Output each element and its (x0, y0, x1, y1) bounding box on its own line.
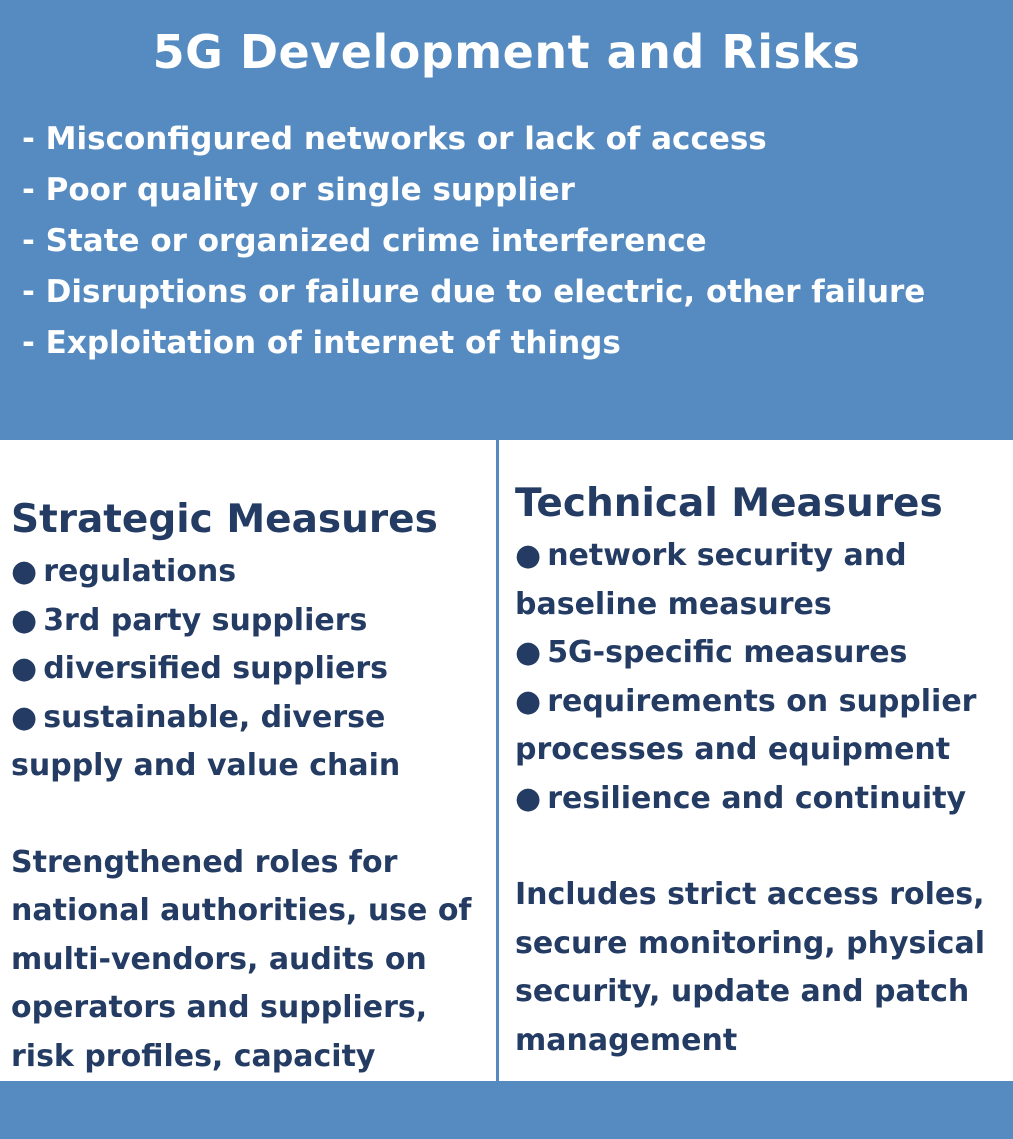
risk-item: - State or organized crime interference (22, 223, 707, 259)
header-banner (0, 0, 1013, 440)
list-item (11, 694, 493, 791)
strategic-measures-panel (11, 492, 493, 1130)
bullet-icon: ● (515, 635, 542, 670)
list-item-label: 5G-specific measures (547, 635, 908, 670)
bullet-icon: ● (515, 538, 542, 573)
strategic-measures-heading: Strategic Measures (11, 497, 438, 542)
list-item (515, 629, 1007, 678)
risk-item: - Exploitation of internet of things (22, 325, 621, 361)
list-item-label: resilience and continuity (547, 780, 967, 816)
bullet-icon: ● (11, 602, 38, 638)
list-item-label: regulations (43, 554, 237, 589)
risk-item: - Poor quality or single supplier (22, 172, 575, 208)
bullet-icon: ● (11, 651, 38, 686)
strategic-measures-note: Strengthened roles for national authorities, use of multi-vendors, audits on operators and suppliers, risk profiles, capacity (11, 844, 472, 1074)
list-item-label: network security and baseline measures (515, 538, 907, 622)
list-item (11, 548, 493, 597)
risk-list (22, 114, 925, 369)
technical-measures-list (515, 532, 1007, 823)
list-item (515, 678, 1007, 775)
list-item-label: 3rd party suppliers (43, 602, 368, 638)
risk-item: - Misconfigured networks or lack of access (22, 121, 767, 157)
bullet-icon: ● (11, 554, 38, 589)
list-item (11, 645, 493, 694)
strategic-measures-list (11, 548, 493, 791)
bullet-icon: ● (11, 699, 38, 735)
list-item (11, 597, 493, 646)
column-divider (496, 440, 499, 1081)
technical-measures-note: Includes strict access roles, secure monitoring, physical security, update and patch management (515, 877, 985, 1058)
list-item-label: requirements on supplier processes and equipment (515, 683, 977, 767)
technical-measures-heading: Technical Measures (515, 481, 943, 526)
bullet-icon: ● (515, 780, 542, 816)
technical-measures-panel (515, 476, 1007, 1065)
list-item-label: sustainable, diverse supply and value chain (11, 699, 401, 783)
list-item (515, 775, 1007, 824)
risk-item: - Disruptions or failure due to electric, other failure (22, 274, 926, 310)
bullet-icon: ● (515, 683, 542, 719)
footer-banner (0, 1081, 1013, 1139)
page-title: 5G Development and Risks (152, 25, 861, 79)
list-item-label: diversified suppliers (43, 651, 389, 686)
list-item (515, 532, 1007, 629)
